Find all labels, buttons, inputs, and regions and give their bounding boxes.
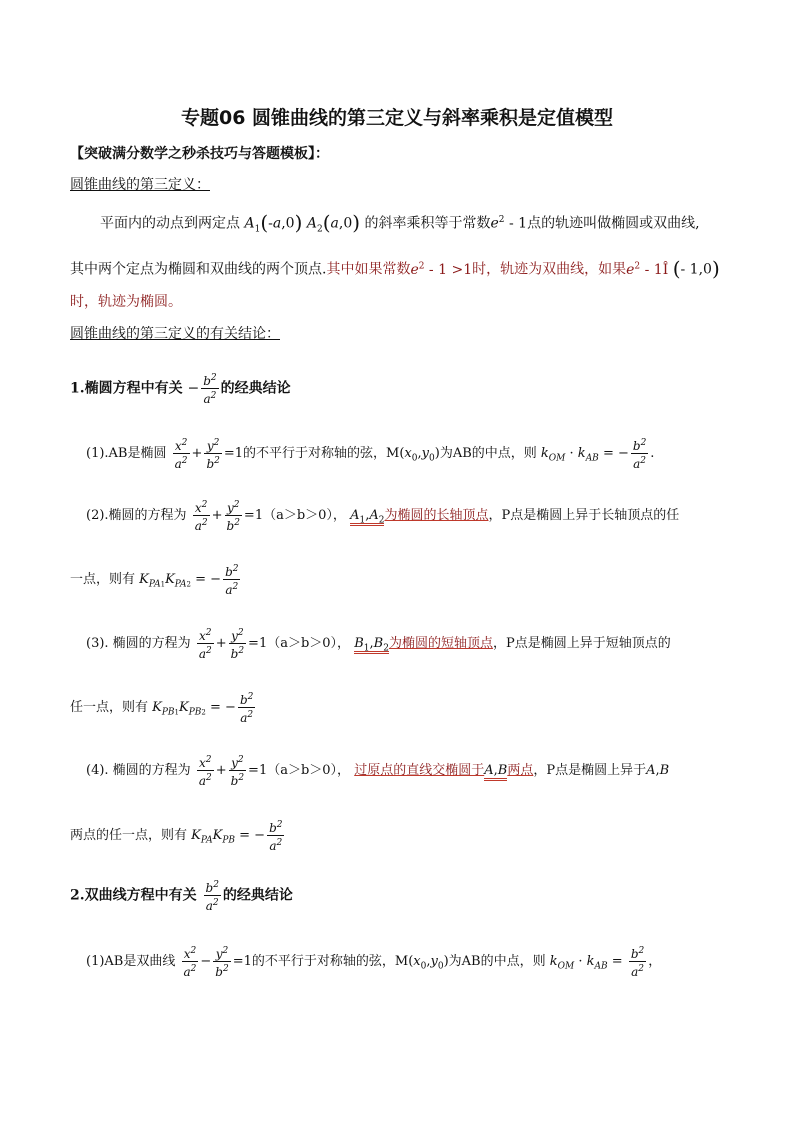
ellipse-item-4: (4). 椭圆的方程为 $\frac{x^2}{a^2}$ + $\frac{y^2}{b^2}$ =1（a＞b＞0）， 过原点的直线交椭圆于A,B两点，P点是椭圆上异于A,B	[86, 755, 670, 788]
section-header: 【突破满分数学之秒杀技巧与答题模板】：	[70, 146, 329, 162]
ellipse-item-1: (1).AB是椭圆 $\frac{x^2}{a^2}$ + $\frac{y^2}{b^2}$ =1的不平行于对称轴的弦，$M(x_0,y_0)$为AB的中点，则 $k_{OM} \cdot k_{AB}$ = − $\frac{b^2}{a^2}$ .	[86, 438, 655, 471]
ellipse-item-2-cont: 一点，则有 $K_{PA1}K_{PA2}$ = − $\frac{b^2}{a^2}$	[70, 564, 239, 597]
definition-line-3: 时，轨迹为椭圆。	[70, 294, 182, 310]
hyperbola-item-1: (1)AB是双曲线 $\frac{x^2}{a^2}$ − $\frac{y^2}{b^2}$ =1的不平行于对称轴的弦，$M(x_0,y_0)$为AB的中点，则 $k_{OM} \cdot k_{AB}$ = $\frac{b^2}{a^2}$ ，	[86, 946, 662, 979]
definition-line-1: 平面内的动点到两定点 $A_1(-a,0)$ $A_2(a,0)$ 的斜率乘积等于常数$e^2 - 1$点的轨迹叫做椭圆或双曲线,	[100, 210, 700, 235]
definition-heading: 圆锥曲线的第三定义：	[70, 177, 210, 193]
definition-line-2: 其中两个定点为椭圆和双曲线的两个顶点.其中如果常数$e^2 - 1 >1$时，轨迹为双曲线，如果$e^2$ - 1Î (- 1,0)	[70, 256, 720, 281]
conclusion-heading: 圆锥曲线的第三定义的有关结论：	[70, 326, 280, 342]
ellipse-item-3: (3). 椭圆的方程为 $\frac{x^2}{a^2}$ + $\frac{y^2}{b^2}$ =1（a＞b＞0）， $B_1,B_2$为椭圆的短轴顶点，P点是椭圆上异于短轴顶点的	[86, 628, 671, 661]
hyperbola-conclusion-heading: 2.双曲线方程中有关 $\frac{b^2}{a^2}$ 的经典结论	[70, 880, 293, 913]
page-title: 专题06 圆锥曲线的第三定义与斜率乘积是定值模型	[180, 107, 614, 129]
ellipse-item-4-cont: 两点的任一点，则有 $K_{PA}K_{PB}$ = − $\frac{b^2}{a^2}$	[70, 820, 283, 853]
ellipse-item-3-cont: 任一点，则有 $K_{PB1}K_{PB2}$ = − $\frac{b^2}{a^2}$	[70, 692, 254, 725]
ellipse-item-2: (2).椭圆的方程为 $\frac{x^2}{a^2}$ + $\frac{y^2}{b^2}$ =1（a＞b＞0）， $A_1,A_2$为椭圆的长轴顶点，P点是椭圆上异于长轴顶点的任	[86, 500, 680, 533]
ellipse-conclusion-heading: 1.椭圆方程中有关 − $\frac{b^2}{a^2}$ 的经典结论	[70, 373, 291, 406]
